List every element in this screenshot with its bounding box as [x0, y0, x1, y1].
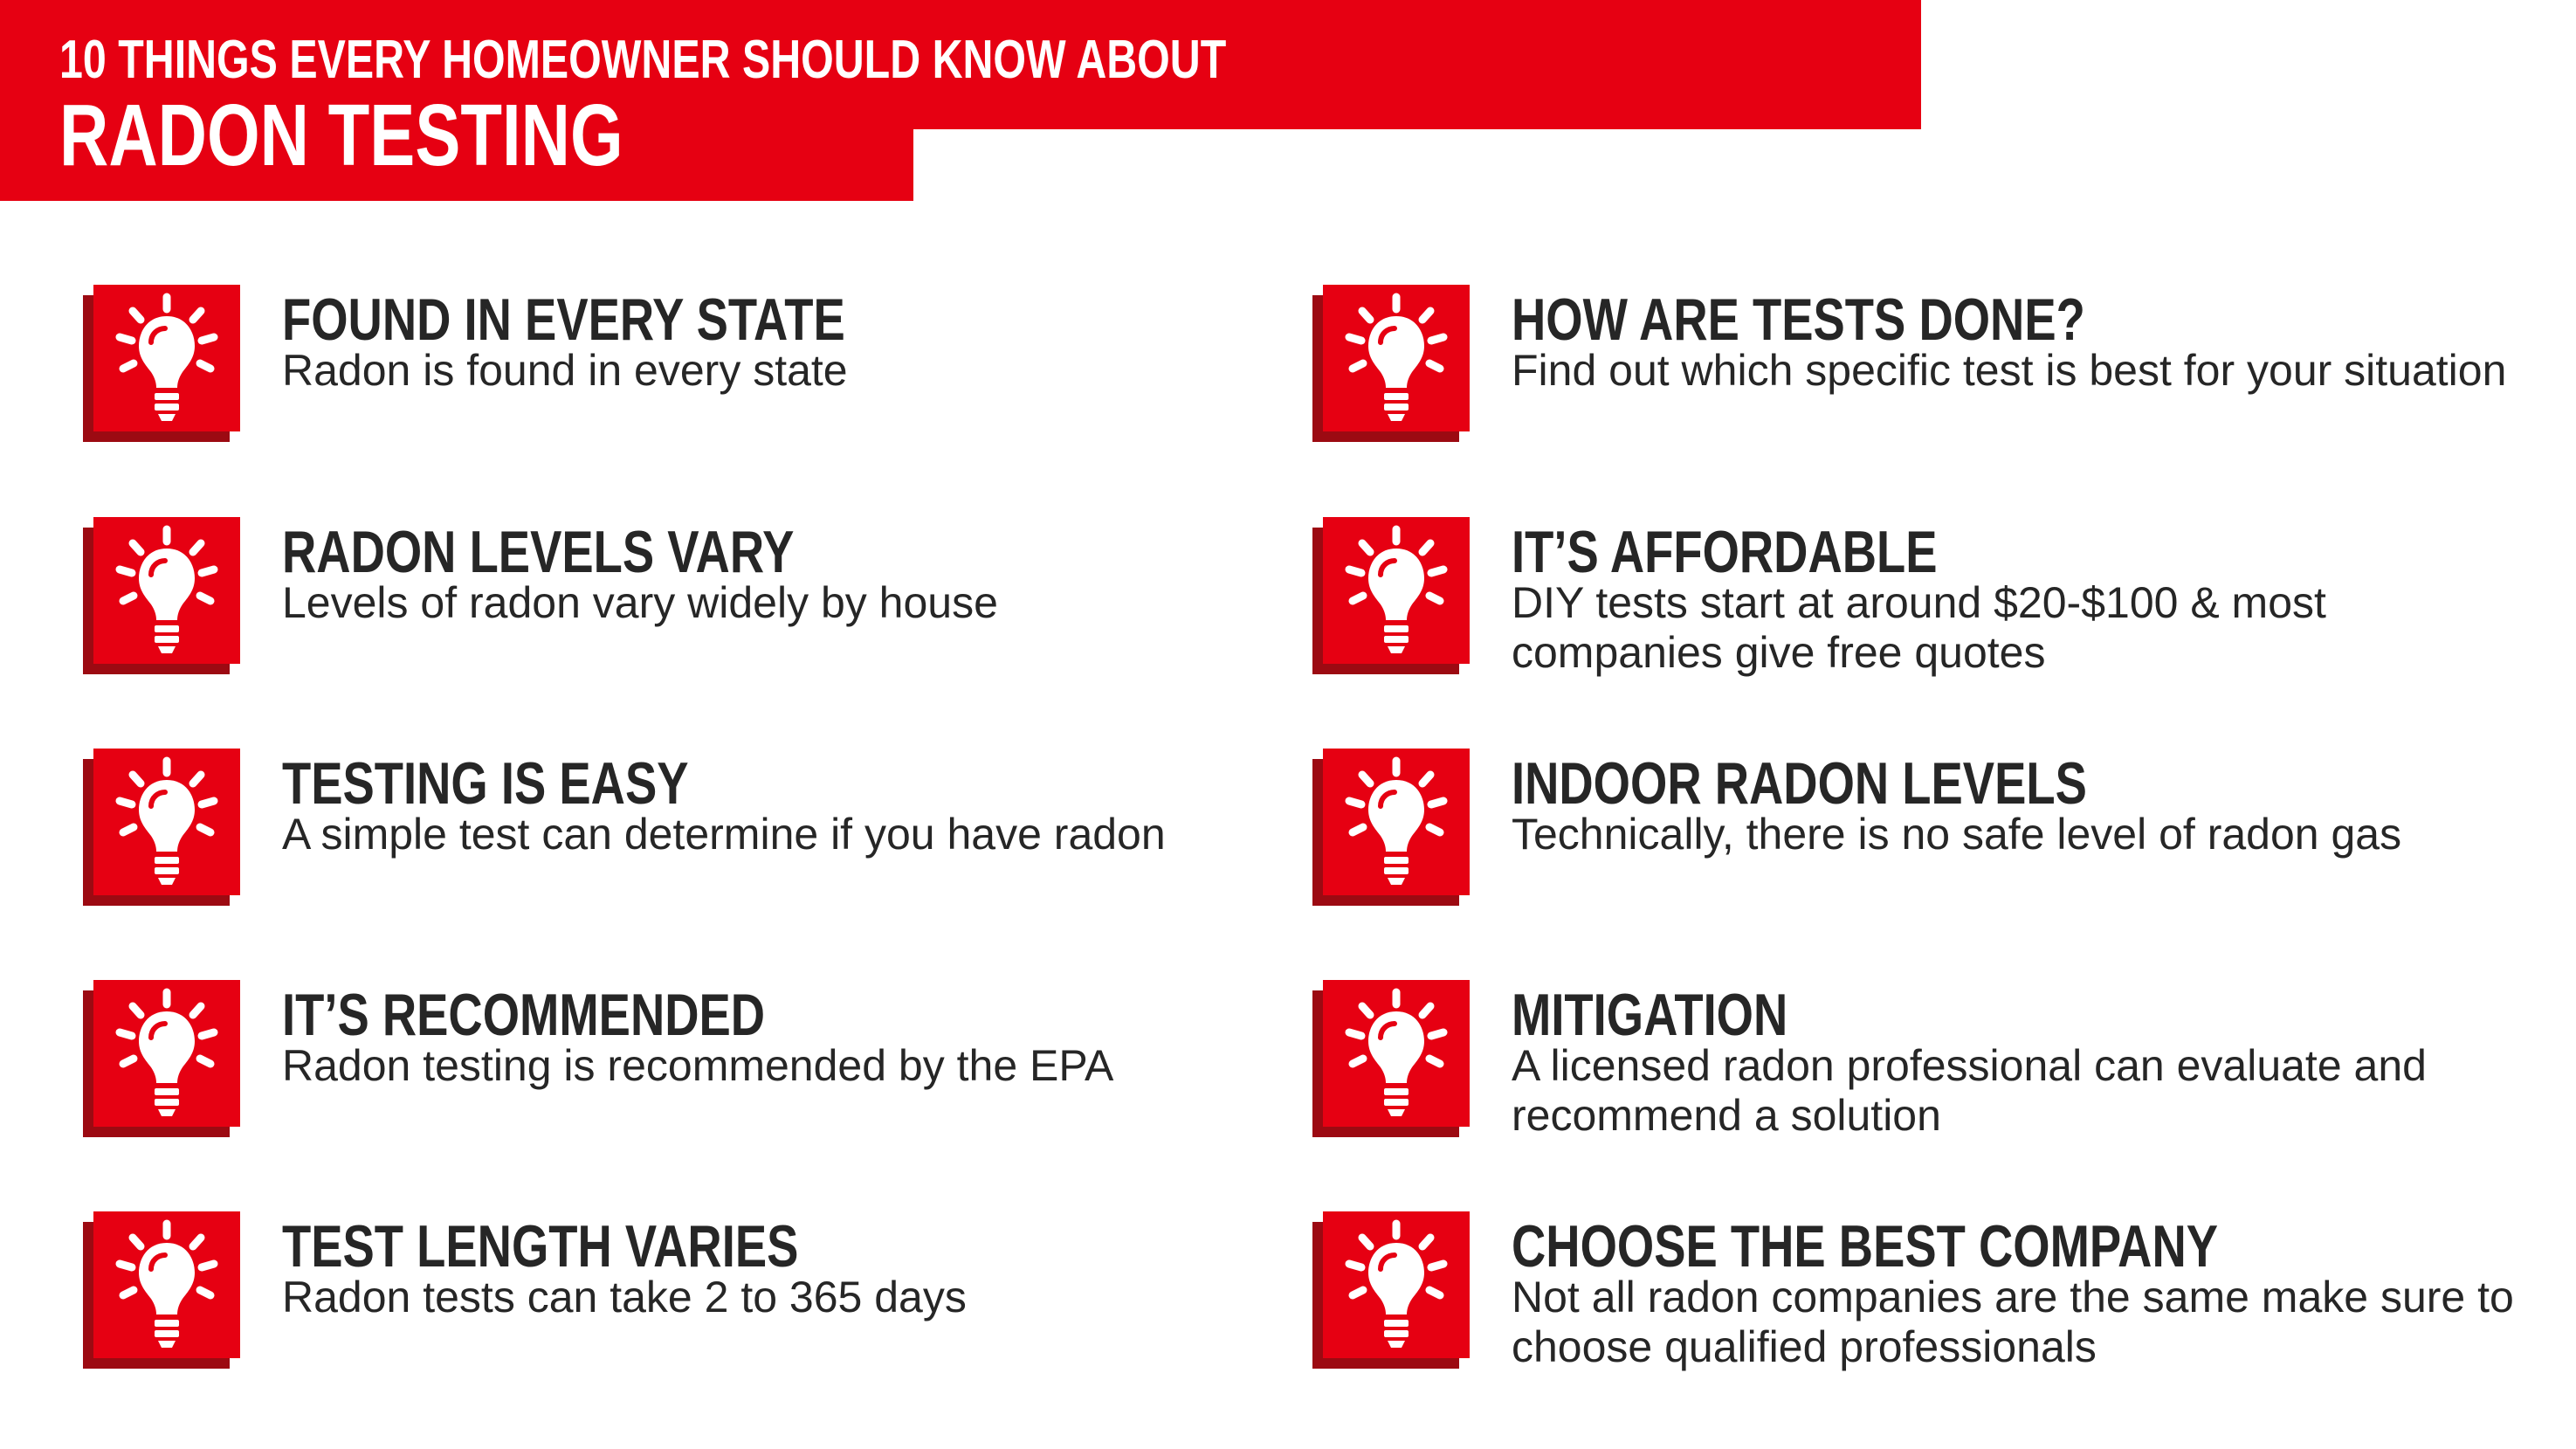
tip-title: TEST LENGTH VARIES — [282, 1213, 799, 1280]
lightbulb-icon — [1312, 980, 1470, 1137]
tip-item-radon-levels-vary — [83, 517, 1323, 692]
lightbulb-icon — [83, 517, 240, 674]
tip-item-its-affordable — [1312, 517, 2552, 692]
tip-item-test-length-varies — [83, 1211, 1323, 1386]
tip-description: Technically, there is no safe level of radon gas — [1512, 810, 2402, 859]
tip-title: CHOOSE THE BEST COMPANY — [1512, 1213, 2219, 1280]
tip-description: DIY tests start at around $20-$100 & most companies give free quotes — [1512, 578, 2326, 677]
tip-item-mitigation — [1312, 980, 2552, 1155]
lightbulb-icon — [83, 980, 240, 1137]
tip-item-testing-is-easy — [83, 749, 1323, 923]
tip-title: TESTING IS EASY — [282, 750, 689, 817]
tip-description: Radon tests can take 2 to 365 days — [282, 1273, 967, 1321]
lightbulb-icon — [1312, 1211, 1470, 1369]
page-title: RADON TESTING — [59, 86, 623, 184]
tip-title: MITIGATION — [1512, 982, 1788, 1048]
tip-title: INDOOR RADON LEVELS — [1512, 750, 2087, 817]
tip-description: A simple test can determine if you have radon — [282, 810, 1166, 859]
tip-description: A licensed radon professional can evaluate and recommend a solution — [1512, 1041, 2427, 1140]
lightbulb-icon — [83, 749, 240, 906]
tip-item-indoor-radon-levels — [1312, 749, 2552, 923]
tip-title: RADON LEVELS VARY — [282, 519, 795, 585]
tip-title: IT’S RECOMMENDED — [282, 982, 766, 1048]
tip-description: Levels of radon vary widely by house — [282, 578, 998, 627]
tip-item-found-in-every-state — [83, 285, 1323, 459]
tip-item-its-recommended — [83, 980, 1323, 1155]
lightbulb-icon — [1312, 517, 1470, 674]
header-subtitle: 10 THINGS EVERY HOMEOWNER SHOULD KNOW ABOUT — [59, 30, 1227, 90]
tip-description: Radon testing is recommended by the EPA — [282, 1041, 1114, 1090]
tip-title: IT’S AFFORDABLE — [1512, 519, 1938, 585]
tip-item-choose-the-best-company — [1312, 1211, 2552, 1386]
tip-description: Not all radon companies are the same make sure to choose qualified professionals — [1512, 1273, 2514, 1371]
tip-title: HOW ARE TESTS DONE? — [1512, 286, 2085, 353]
lightbulb-icon — [83, 1211, 240, 1369]
tip-description: Find out which specific test is best for your situation — [1512, 346, 2507, 395]
lightbulb-icon — [83, 285, 240, 442]
lightbulb-icon — [1312, 749, 1470, 906]
tip-title: FOUND IN EVERY STATE — [282, 286, 845, 353]
lightbulb-icon — [1312, 285, 1470, 442]
tip-description: Radon is found in every state — [282, 346, 848, 395]
tip-item-how-are-tests-done — [1312, 285, 2552, 459]
